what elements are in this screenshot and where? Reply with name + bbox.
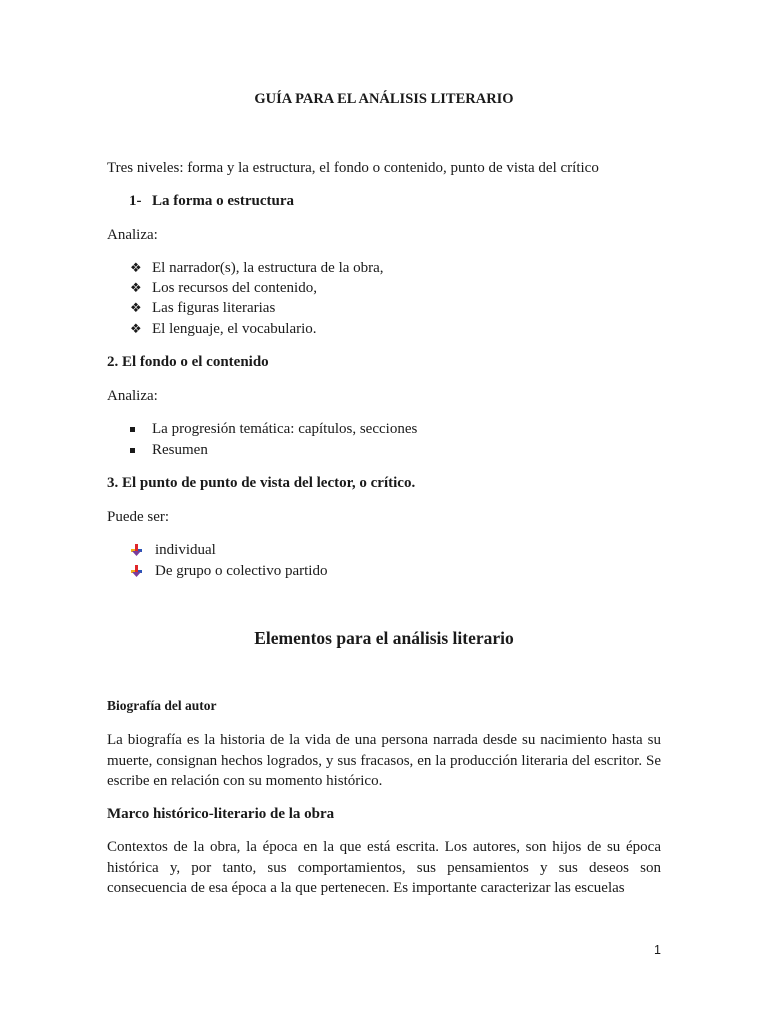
square-bullet-icon <box>130 427 135 432</box>
list-item: individual <box>155 542 216 558</box>
colored-arrow-bullet-icon <box>131 565 144 578</box>
section3-heading: 3. El punto de punto de vista del lector, o crítico. <box>107 475 416 491</box>
list-item: El narrador(s), la estructura de la obra, <box>152 260 384 276</box>
bio-paragraph: La biografía es la historia de la vida de una persona narrada desde su nacimiento hasta su muerte, consignan hechos logrados, y sus fracasos, en la producción literaria del escritor. Se escribe en relación con su momento histórico. <box>107 732 661 789</box>
diamond-bullet-icon: ❖ <box>130 321 142 336</box>
list-item: De grupo o colectivo partido <box>155 563 328 579</box>
document-title: GUÍA PARA EL ANÁLISIS LITERARIO <box>254 91 514 107</box>
marco-heading: Marco histórico-literario de la obra <box>107 806 335 822</box>
section3-puede: Puede ser: <box>107 509 170 525</box>
diamond-bullet-icon: ❖ <box>130 260 142 275</box>
colored-arrow-bullet-icon <box>131 544 144 557</box>
elements-heading: Elementos para el análisis literario <box>254 628 514 648</box>
bio-heading: Biografía del autor <box>107 698 217 713</box>
section1-heading: La forma o estructura <box>152 193 295 209</box>
list-item: Resumen <box>152 442 208 458</box>
page-number: 1 <box>654 943 661 957</box>
section1-analiza: Analiza: <box>107 227 158 243</box>
diamond-bullet-icon: ❖ <box>130 300 142 315</box>
section1-number: 1- <box>129 193 142 209</box>
section2-analiza: Analiza: <box>107 388 158 404</box>
diamond-bullet-icon: ❖ <box>130 280 142 295</box>
list-item: Los recursos del contenido, <box>152 280 317 296</box>
list-item: Las figuras literarias <box>152 300 276 316</box>
section2-heading: 2. El fondo o el contenido <box>107 354 269 370</box>
marco-paragraph: Contextos de la obra, la época en la que está escrita. Los autores, son hijos de su época histórica y, por tanto, sus comportamientos, sus pensamientos y sus deseos son consecuencia de esa época a la que pertenecen. Es importante caracterizar las escuelas <box>107 839 661 896</box>
list-item: La progresión temática: capítulos, secciones <box>152 421 418 437</box>
square-bullet-icon <box>130 448 135 453</box>
intro-paragraph: Tres niveles: forma y la estructura, el fondo o contenido, punto de vista del crítico <box>107 160 599 176</box>
list-item: El lenguaje, el vocabulario. <box>152 321 317 337</box>
